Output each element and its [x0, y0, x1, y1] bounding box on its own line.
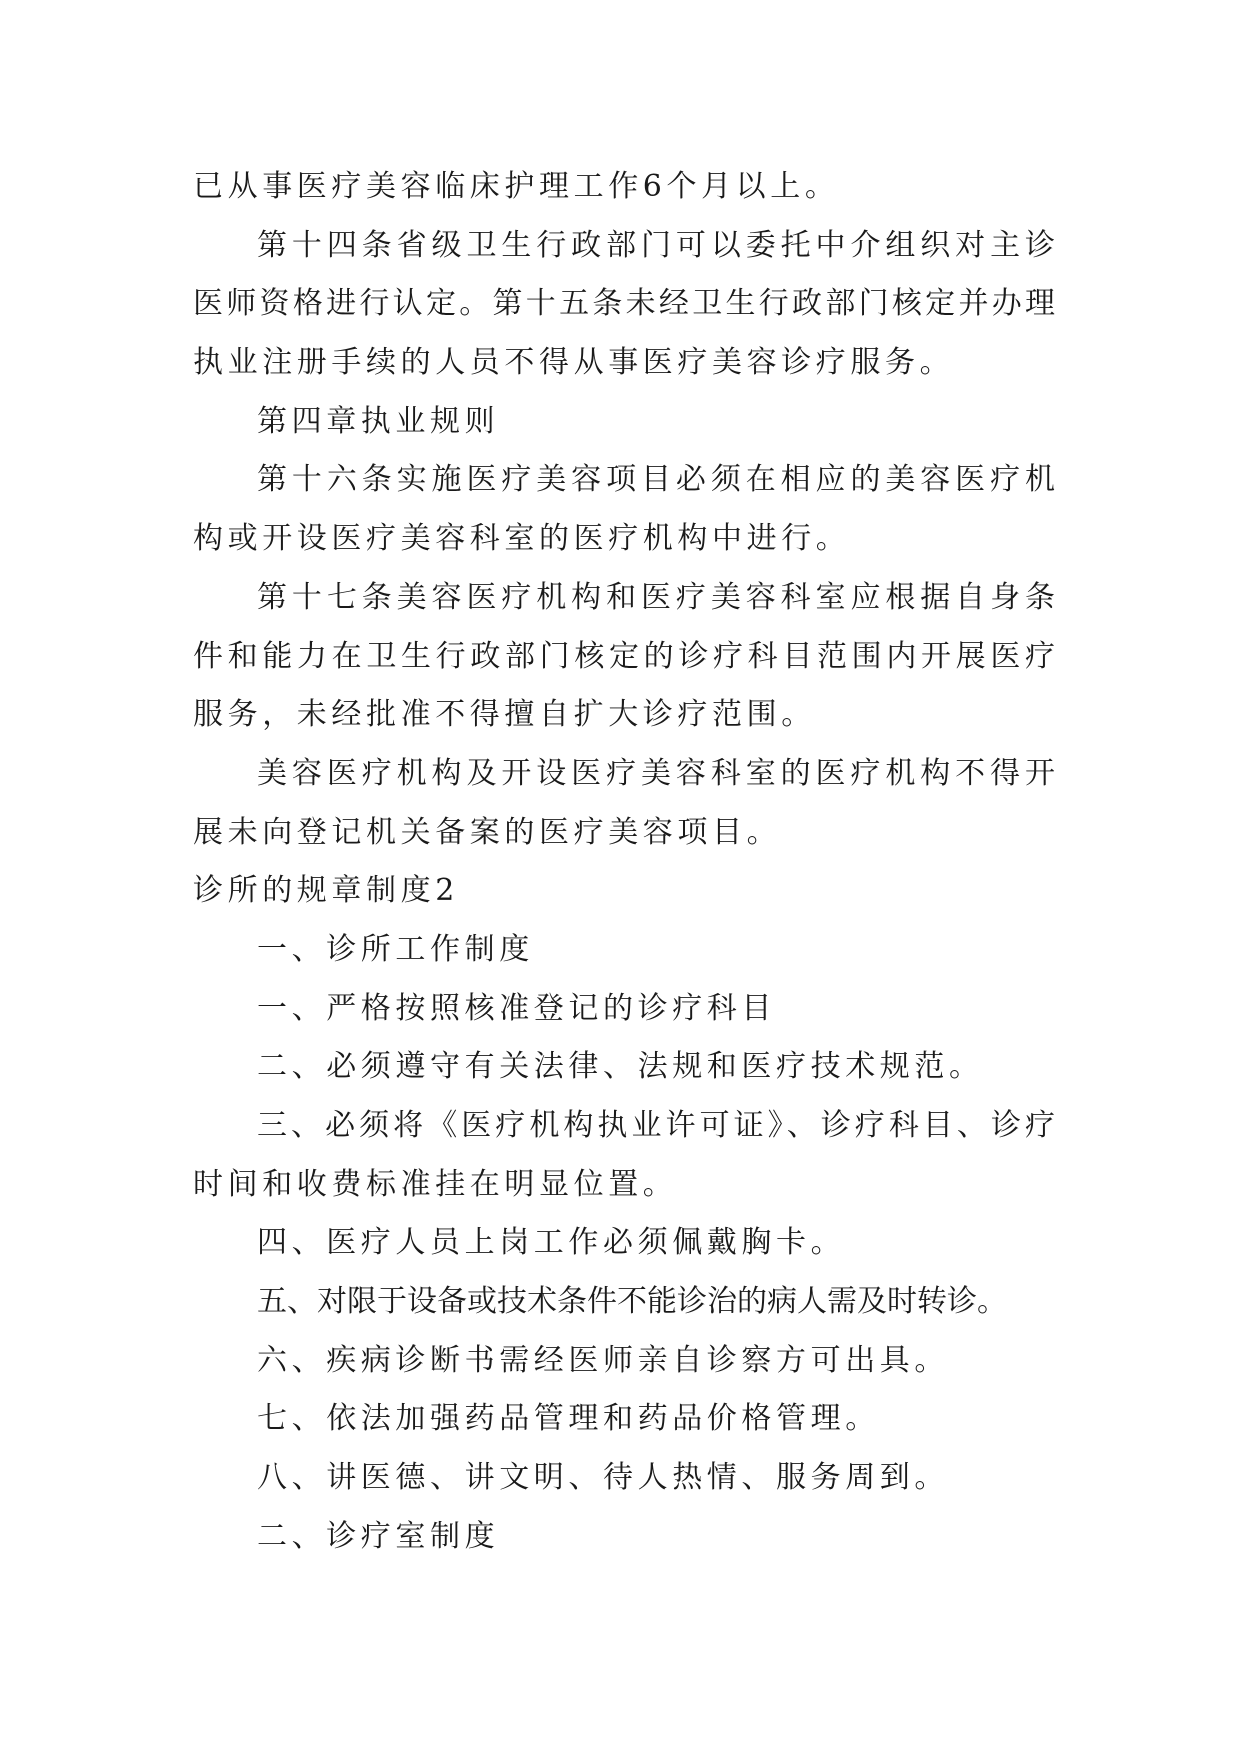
- text-line: 七、依法加强药品管理和药品价格管理。: [257, 1401, 880, 1437]
- document-body: [193, 158, 1055, 1567]
- text-line: 展未向登记机关备案的医疗美容项目。: [193, 814, 782, 850]
- text-line: 执业注册手续的人员不得从事医疗美容诊疗服务。: [193, 345, 955, 381]
- text-line: 一、诊所工作制度: [257, 931, 534, 967]
- text-line: 一、严格按照核准登记的诊疗科目: [257, 990, 776, 1026]
- text-line: 第十四条省级卫生行政部门可以委托中介组织对主诊: [257, 227, 1055, 263]
- text-line: 八、讲医德、讲文明、待人热情、服务周到。: [257, 1460, 949, 1496]
- text-line: 第十六条实施医疗美容项目必须在相应的美容医疗机: [257, 462, 1055, 498]
- text-line: 美容医疗机构及开设医疗美容科室的医疗机构不得开: [257, 755, 1055, 791]
- text-line: 已从事医疗美容临床护理工作6个月以上。: [193, 169, 840, 204]
- text-line: 第十七条美容医疗机构和医疗美容科室应根据自身条: [257, 579, 1055, 615]
- text-line: 第四章执业规则: [257, 403, 500, 439]
- text-line: 三、必须将《医疗机构执业许可证》、诊疗科目、诊疗: [257, 1108, 1055, 1143]
- text-line: 医师资格进行认定。第十五条未经卫生行政部门核定并办理: [193, 286, 1055, 322]
- text-line: 时间和收费标准挂在明显位置。: [193, 1166, 678, 1202]
- text-line: 件和能力在卫生行政部门核定的诊疗科目范围内开展医疗: [193, 638, 1055, 674]
- text-line: 诊所的规章制度2: [193, 873, 459, 909]
- text-line: 二、必须遵守有关法律、法规和医疗技术规范。: [257, 1049, 984, 1085]
- text-line: 六、疾病诊断书需经医师亲自诊察方可出具。: [257, 1342, 949, 1378]
- text-line: 二、诊疗室制度: [257, 1518, 500, 1554]
- text-line: 五、对限于设备或技术条件不能诊治的病人需及时转诊。: [257, 1284, 1007, 1320]
- text-line: 四、医疗人员上岗工作必须佩戴胸卡。: [257, 1225, 846, 1261]
- text-line: 服务，未经批准不得擅自扩大诊疗范围。: [193, 697, 816, 733]
- text-line: 构或开设医疗美容科室的医疗机构中进行。: [193, 521, 851, 557]
